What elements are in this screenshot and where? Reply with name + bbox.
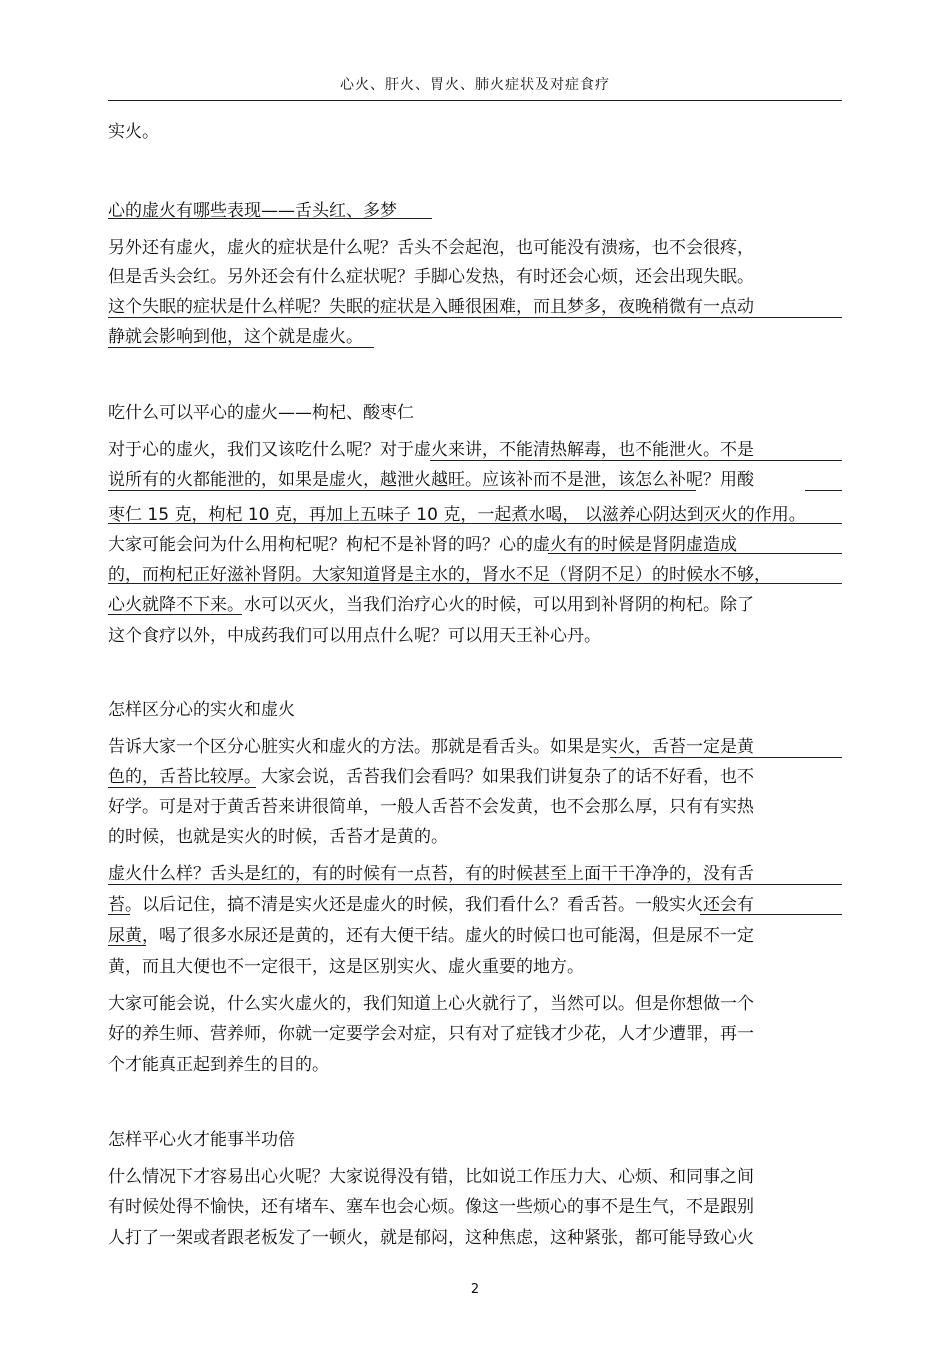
underline	[548, 553, 842, 554]
text-line: 个才能真正起到养生的目的。	[108, 1055, 329, 1075]
text-line: 的，而枸杞正好滋补肾阴。大家知道肾是主水的，肾水不足（肾阴不足）的时候水不够，	[108, 565, 771, 585]
text-line: 虚火什么样？舌头是红的，有的时候有一点苔，有的时候甚至上面干干净净的，没有舌	[108, 864, 754, 884]
text-line: 色的，舌苔比较厚。大家会说，舌苔我们会看吗？如果我们讲复杂了的话不好看，也不	[108, 767, 754, 787]
text-line: 另外还有虚火，虚火的症状是什么呢？舌头不会起泡，也可能没有溃疡，也不会很疼，	[108, 238, 754, 258]
text-line: 好的养生师、营养师，你就一定要学会对症，只有对了症钱才少花，人才少遭罪，再一	[108, 1024, 754, 1044]
text-line: 心火就降不下来。水可以灭火，当我们治疗心火的时候，可以用到补肾阴的枸杞。除了	[108, 595, 754, 615]
underline	[805, 490, 842, 491]
text-line: 但是舌头会红。另外还会有什么症状呢？手脚心发热，有时还会心烦，还会出现失眠。	[108, 267, 754, 287]
text-line: 什么情况下才容易出心火呢？大家说得没有错，比如说工作压力大、心烦、和同事之间	[108, 1167, 754, 1187]
underline	[108, 945, 146, 946]
text-line: 枣仁 15 克，枸杞 10 克，再加上五味子 10 克，一起煮水喝， 以滋养心阴达到灭火的作用。	[108, 505, 806, 525]
underline	[108, 914, 130, 915]
text-line: 说所有的火都能泄的，如果是虚火，越泄火越旺。应该补而不是泄，该怎么补呢？用酸	[108, 470, 754, 490]
text-line: 对于心的虚火，我们又该吃什么呢？对于虚火来讲，不能清热解毒，也不能泄火。不是	[108, 440, 754, 460]
underline	[108, 787, 256, 788]
text-line: 尿黄，喝了很多水尿还是黄的，还有大便干结。虚火的时候口也可能渴，但是尿不一定	[108, 926, 754, 946]
underline	[610, 757, 842, 758]
text-line: 实火。	[108, 122, 159, 142]
underline	[430, 460, 842, 461]
header-divider	[108, 100, 842, 101]
underline	[108, 583, 842, 584]
section-heading: 吃什么可以平心的虚火——枸杞、酸枣仁	[108, 403, 414, 423]
section-heading: 怎样平心火才能事半功倍	[108, 1130, 295, 1150]
text-line: 大家可能会说，什么实火虚火的，我们知道上心火就行了，当然可以。但是你想做一个	[108, 994, 754, 1014]
text-line: 人打了一架或者跟老板发了一顿火，就是郁闷，这种焦虑，这种紧张，都可能导致心火	[108, 1228, 754, 1248]
underline	[108, 347, 374, 348]
text-line: 的时候，也就是实火的时候，舌苔才是黄的。	[108, 827, 448, 847]
text-line: 静就会影响到他，这个就是虚火。	[108, 327, 363, 347]
text-line: 这个失眠的症状是什么样呢？失眠的症状是入睡很困难，而且梦多，夜晚稍微有一点动	[108, 297, 754, 317]
text-line: 告诉大家一个区分心脏实火和虚火的方法。那就是看舌头。如果是实火，舌苔一定是黄	[108, 737, 754, 757]
text-line: 有时候处得不愉快，还有堵车、塞车也会心烦。像这一些烦心的事不是生气，不是跟别	[108, 1197, 754, 1217]
text-line: 好学。可是对于黄舌苔来讲很简单，一般人舌苔不会发黄，也不会那么厚，只有有实热	[108, 797, 754, 817]
underline	[108, 884, 842, 885]
underline	[108, 490, 696, 491]
underline	[108, 317, 842, 318]
page-header-title: 心火、肝火、胃火、肺火症状及对症食疗	[340, 77, 610, 93]
text-line: 黄，而且大便也不一定很干，这是区别实火、虚火重要的地方。	[108, 957, 584, 977]
underline	[108, 614, 242, 615]
underline	[108, 523, 842, 524]
underline	[108, 218, 432, 219]
underline	[700, 914, 842, 915]
text-line: 苔。以后记住，搞不清是实火还是虚火的时候，我们看什么？看舌苔。一般实火还会有	[108, 895, 754, 915]
text-line: 大家可能会问为什么用枸杞呢？枸杞不是补肾的吗？心的虚火有的时候是肾阴虚造成	[108, 535, 737, 555]
page-number: 2	[470, 1282, 480, 1297]
section-heading: 心的虚火有哪些表现——舌头红、多梦	[108, 201, 397, 221]
section-heading: 怎样区分心的实火和虚火	[108, 700, 295, 720]
text-line: 这个食疗以外，中成药我们可以用点什么呢？可以用天王补心丹。	[108, 626, 601, 646]
